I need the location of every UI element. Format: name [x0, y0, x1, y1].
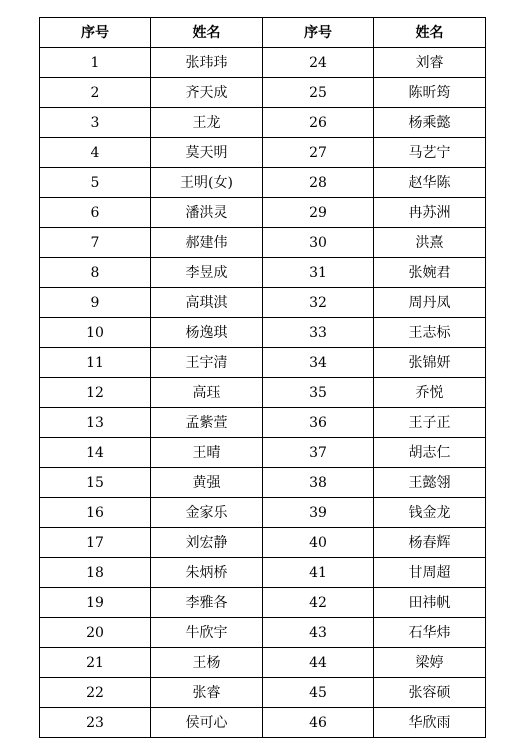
name-cell: 王晴 [151, 438, 263, 468]
serial-number-cell: 37 [263, 438, 374, 468]
name-cell: 杨逸琪 [151, 318, 263, 348]
table-row [40, 438, 486, 468]
name-cell: 牛欣宇 [151, 618, 263, 648]
serial-number-cell: 21 [40, 648, 151, 678]
serial-number-cell: 20 [40, 618, 151, 648]
serial-number-cell: 25 [263, 78, 374, 108]
table-row [40, 228, 486, 258]
serial-number-cell: 9 [40, 288, 151, 318]
serial-number-cell: 46 [263, 708, 374, 738]
serial-number-cell: 38 [263, 468, 374, 498]
table-row [40, 348, 486, 378]
serial-number-cell: 5 [40, 168, 151, 198]
table-row [40, 498, 486, 528]
table-row [40, 288, 486, 318]
name-cell: 潘洪灵 [151, 198, 263, 228]
name-cell: 乔悦 [374, 378, 486, 408]
table-row [40, 108, 486, 138]
serial-number-cell: 12 [40, 378, 151, 408]
serial-number-cell: 19 [40, 588, 151, 618]
serial-number-cell: 27 [263, 138, 374, 168]
name-cell: 张睿 [151, 678, 263, 708]
name-cell: 钱金龙 [374, 498, 486, 528]
serial-number-cell: 8 [40, 258, 151, 288]
name-cell: 冉苏洲 [374, 198, 486, 228]
serial-number-cell: 41 [263, 558, 374, 588]
serial-number-cell: 3 [40, 108, 151, 138]
name-cell: 甘周超 [374, 558, 486, 588]
table-row [40, 408, 486, 438]
serial-number-cell: 13 [40, 408, 151, 438]
name-cell: 王懿翎 [374, 468, 486, 498]
name-cell: 王杨 [151, 648, 263, 678]
table-row [40, 618, 486, 648]
name-cell: 赵华陈 [374, 168, 486, 198]
table-row [40, 138, 486, 168]
name-cell: 王志标 [374, 318, 486, 348]
table-row [40, 378, 486, 408]
roster-body [40, 48, 486, 738]
name-cell: 胡志仁 [374, 438, 486, 468]
table-row [40, 678, 486, 708]
name-cell: 洪熹 [374, 228, 486, 258]
name-cell: 张玮玮 [151, 48, 263, 78]
name-cell: 陈昕筠 [374, 78, 486, 108]
table-row [40, 48, 486, 78]
name-cell: 张容硕 [374, 678, 486, 708]
serial-number-cell: 28 [263, 168, 374, 198]
name-cell: 张婉君 [374, 258, 486, 288]
name-cell: 华欣雨 [374, 708, 486, 738]
table-row [40, 78, 486, 108]
name-cell: 石华炜 [374, 618, 486, 648]
name-cell: 刘睿 [374, 48, 486, 78]
serial-number-cell: 32 [263, 288, 374, 318]
serial-number-cell: 10 [40, 318, 151, 348]
name-cell: 周丹凤 [374, 288, 486, 318]
serial-number-cell: 17 [40, 528, 151, 558]
table-row [40, 198, 486, 228]
header-row [40, 18, 486, 48]
name-cell: 王子正 [374, 408, 486, 438]
name-cell: 李雅各 [151, 588, 263, 618]
table-row [40, 708, 486, 738]
name-cell: 杨乘懿 [374, 108, 486, 138]
name-cell: 王宇清 [151, 348, 263, 378]
serial-number-cell: 11 [40, 348, 151, 378]
serial-number-cell: 43 [263, 618, 374, 648]
serial-number-cell: 2 [40, 78, 151, 108]
table-row [40, 468, 486, 498]
name-cell: 王明(女) [151, 168, 263, 198]
serial-number-cell: 26 [263, 108, 374, 138]
header-name-left: 姓名 [151, 18, 263, 48]
name-cell: 黄强 [151, 468, 263, 498]
serial-number-cell: 1 [40, 48, 151, 78]
serial-number-cell: 30 [263, 228, 374, 258]
name-cell: 杨春辉 [374, 528, 486, 558]
header-name-right: 姓名 [374, 18, 486, 48]
serial-number-cell: 4 [40, 138, 151, 168]
name-cell: 李昱成 [151, 258, 263, 288]
serial-number-cell: 39 [263, 498, 374, 528]
serial-number-cell: 45 [263, 678, 374, 708]
name-cell: 张锦妍 [374, 348, 486, 378]
header-serial-left: 序号 [40, 18, 151, 48]
name-cell: 田祎帆 [374, 588, 486, 618]
serial-number-cell: 23 [40, 708, 151, 738]
serial-number-cell: 24 [263, 48, 374, 78]
serial-number-cell: 22 [40, 678, 151, 708]
serial-number-cell: 29 [263, 198, 374, 228]
name-cell: 侯可心 [151, 708, 263, 738]
serial-number-cell: 16 [40, 498, 151, 528]
serial-number-cell: 36 [263, 408, 374, 438]
table-row [40, 168, 486, 198]
table-row [40, 648, 486, 678]
name-cell: 莫天明 [151, 138, 263, 168]
serial-number-cell: 18 [40, 558, 151, 588]
table-row [40, 528, 486, 558]
roster-table [39, 17, 486, 738]
name-cell: 郝建伟 [151, 228, 263, 258]
name-cell: 齐天成 [151, 78, 263, 108]
serial-number-cell: 44 [263, 648, 374, 678]
name-cell: 高琪淇 [151, 288, 263, 318]
serial-number-cell: 34 [263, 348, 374, 378]
table-row [40, 318, 486, 348]
name-cell: 朱炳桥 [151, 558, 263, 588]
serial-number-cell: 15 [40, 468, 151, 498]
name-cell: 刘宏静 [151, 528, 263, 558]
table-row [40, 558, 486, 588]
name-cell: 马艺宁 [374, 138, 486, 168]
name-cell: 王龙 [151, 108, 263, 138]
serial-number-cell: 7 [40, 228, 151, 258]
name-cell: 金家乐 [151, 498, 263, 528]
table-row [40, 588, 486, 618]
header-serial-right: 序号 [263, 18, 374, 48]
serial-number-cell: 35 [263, 378, 374, 408]
serial-number-cell: 31 [263, 258, 374, 288]
serial-number-cell: 6 [40, 198, 151, 228]
serial-number-cell: 33 [263, 318, 374, 348]
serial-number-cell: 42 [263, 588, 374, 618]
serial-number-cell: 14 [40, 438, 151, 468]
table-row [40, 258, 486, 288]
name-cell: 梁婷 [374, 648, 486, 678]
name-cell: 高珏 [151, 378, 263, 408]
serial-number-cell: 40 [263, 528, 374, 558]
name-cell: 孟紫萱 [151, 408, 263, 438]
